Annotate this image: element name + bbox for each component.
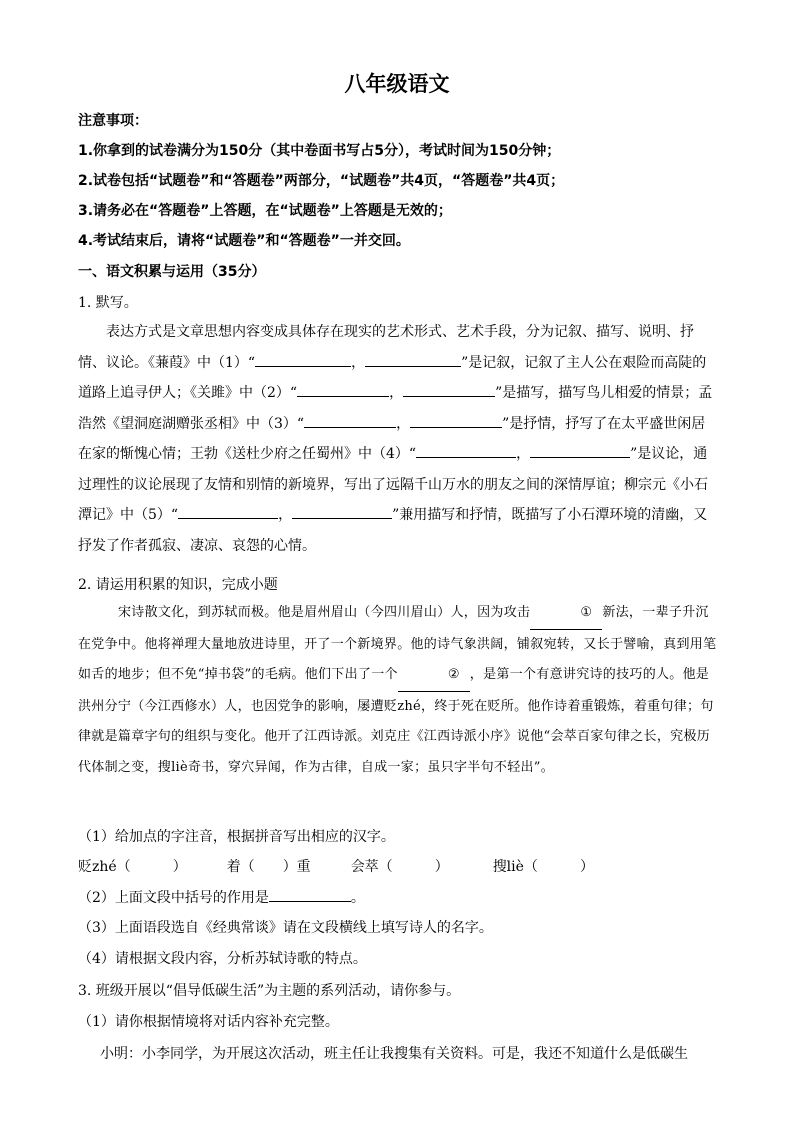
comma: ， bbox=[278, 507, 293, 523]
q2-sub-4: （4）请根据文段内容，分析苏轼诗歌的特点。 bbox=[78, 951, 367, 967]
q1-text-5: ”是议论，通过理性的议论展现了友情和别情的新境界，写出了远隔千山万水的朋友之间的深情厚谊；柳宗元《小石潭记》中（5）“ bbox=[78, 446, 708, 523]
pinyin-item-3: 会萃（ bbox=[350, 859, 393, 875]
notice-heading: 注意事项： bbox=[78, 113, 148, 129]
blank-2[interactable]: ② bbox=[398, 660, 470, 692]
answer-blank[interactable] bbox=[297, 382, 389, 397]
answer-blank[interactable] bbox=[365, 352, 461, 367]
comma: ， bbox=[389, 385, 404, 401]
page-title: 八年级语文 bbox=[344, 72, 450, 96]
answer-blank[interactable] bbox=[269, 887, 351, 902]
q3-dialog: 小明：小李同学，为开展这次活动，班主任让我搜集有关资料。可是，我还不知道什么是低碳生 bbox=[100, 1046, 688, 1062]
q2-sub-2 bbox=[78, 887, 365, 907]
comma: ， bbox=[351, 354, 366, 371]
answer-blank[interactable] bbox=[416, 443, 516, 458]
q2-sub-1: （1）给加点的字注音，根据拼音写出相应的汉字。 bbox=[78, 829, 395, 845]
pinyin-item-4: 搜liè（ bbox=[492, 859, 538, 875]
section-heading: 一、语文积累与运用（35分） bbox=[78, 264, 266, 280]
q1-text-4: ”是抒情，抒写了在太平盛世闲居在家的惭愧心情；王勃《送杜少府之任蜀州》中（4）“ bbox=[78, 415, 706, 462]
answer-blank[interactable] bbox=[410, 413, 502, 428]
paren-close: ） bbox=[434, 859, 449, 875]
pinyin-row bbox=[78, 856, 594, 876]
q2-sub-3: （3）上面语段选自《经典常谈》请在文段横线上填写诗人的名字。 bbox=[78, 920, 493, 936]
q2-text-1: 宋诗散文化，到苏轼而极。他是眉州眉山（今四川眉山）人，因为攻击 bbox=[118, 605, 531, 620]
answer-blank[interactable] bbox=[530, 443, 630, 458]
paren-close: ） bbox=[172, 859, 187, 875]
paren-close: ） bbox=[579, 859, 594, 875]
notice-item-4: 4.考试结束后，请将“试题卷”和“答题卷”一并交回。 bbox=[78, 233, 410, 249]
question-2-passage bbox=[78, 598, 718, 783]
question-1-label: 1. 默写。 bbox=[78, 295, 138, 311]
question-3-label: 3. 班级开展以“倡导低碳生活”为主题的系列活动，请你参与。 bbox=[78, 983, 461, 999]
answer-blank[interactable] bbox=[403, 382, 495, 397]
q2-sub-2-text: （2）上面文段中括号的作用是 bbox=[78, 890, 269, 906]
notice-item-1: 1.你拿到的试卷满分为150分（其中卷面书写占5分），考试时间为150分钟； bbox=[78, 143, 561, 159]
blank-1[interactable]: ① bbox=[530, 598, 602, 630]
q1-text-1: 表达方式是文章思想内容变成具体存在现实的艺术形式、艺术手段，分为记叙、描写、说明、抒情、议论。《蒹葭》中（1）“ bbox=[78, 324, 694, 371]
q2-text-2: 新法，一辈子升沉在党争中。他将禅理大量地放进诗里，开了一个新境界。他的诗气象洪阔，铺叙宛转，又长于譬喻，真到用笔如舌的地步；但不免“掉书袋”的毛病。他们下出了一个 bbox=[78, 605, 717, 682]
q3-sub-1: （1）请你根据情境将对话内容补充完整。 bbox=[78, 1014, 339, 1030]
paren-close: ）重 bbox=[282, 859, 311, 875]
question-2-label: 2. 请运用积累的知识，完成小题 bbox=[78, 577, 278, 593]
notice-item-3: 3.请务必在“答题卷”上答题，在“试题卷”上答题是无效的； bbox=[78, 203, 452, 219]
q1-text-6: ”兼用描写和抒情，既描写了小石潭环境的清幽，又抒发了作者孤寂、凄凉、哀怨的心情。 bbox=[78, 507, 708, 554]
answer-blank[interactable] bbox=[255, 352, 351, 367]
pinyin-item-1: 贬zhé（ bbox=[78, 859, 131, 875]
notice-item-2: 2.试卷包括“试题卷”和“答题卷”两部分，“试题卷”共4页，“答题卷”共4页； bbox=[78, 173, 565, 189]
q1-text-2: ”是记叙，记叙了主人公在艰险而高陡的道路上追寻伊人；《关雎》中（2）“ bbox=[78, 354, 707, 401]
period: 。 bbox=[350, 890, 365, 906]
pinyin-item-2: 着（ bbox=[226, 859, 255, 875]
comma: ， bbox=[396, 415, 411, 432]
answer-blank[interactable] bbox=[292, 504, 392, 519]
q1-text-3: ”是描写，描写鸟儿相爱的情景；孟浩然《望洞庭湖赠张丞相》中（3）“ bbox=[78, 385, 713, 432]
comma: ， bbox=[516, 446, 531, 462]
question-1-passage bbox=[78, 317, 718, 561]
q2-text-3: ，是第一个有意讲究诗的技巧的人。他是洪州分宁（今江西修水）人，也因党争的影响，屡遭贬zhé，终于死在贬所。他作诗着重锻炼，着重句律；句律就是篇章字句的组织与变化。他开了江西诗派。刘克庄《江西诗派小序》说他“会萃百家句律之长，究极历代体制之变，搜liè奇书，穿穴异闻，作为古律，自成一家；虽只字半句不轻出”。 bbox=[78, 667, 714, 775]
answer-blank[interactable] bbox=[304, 413, 396, 428]
answer-blank[interactable] bbox=[178, 504, 278, 519]
